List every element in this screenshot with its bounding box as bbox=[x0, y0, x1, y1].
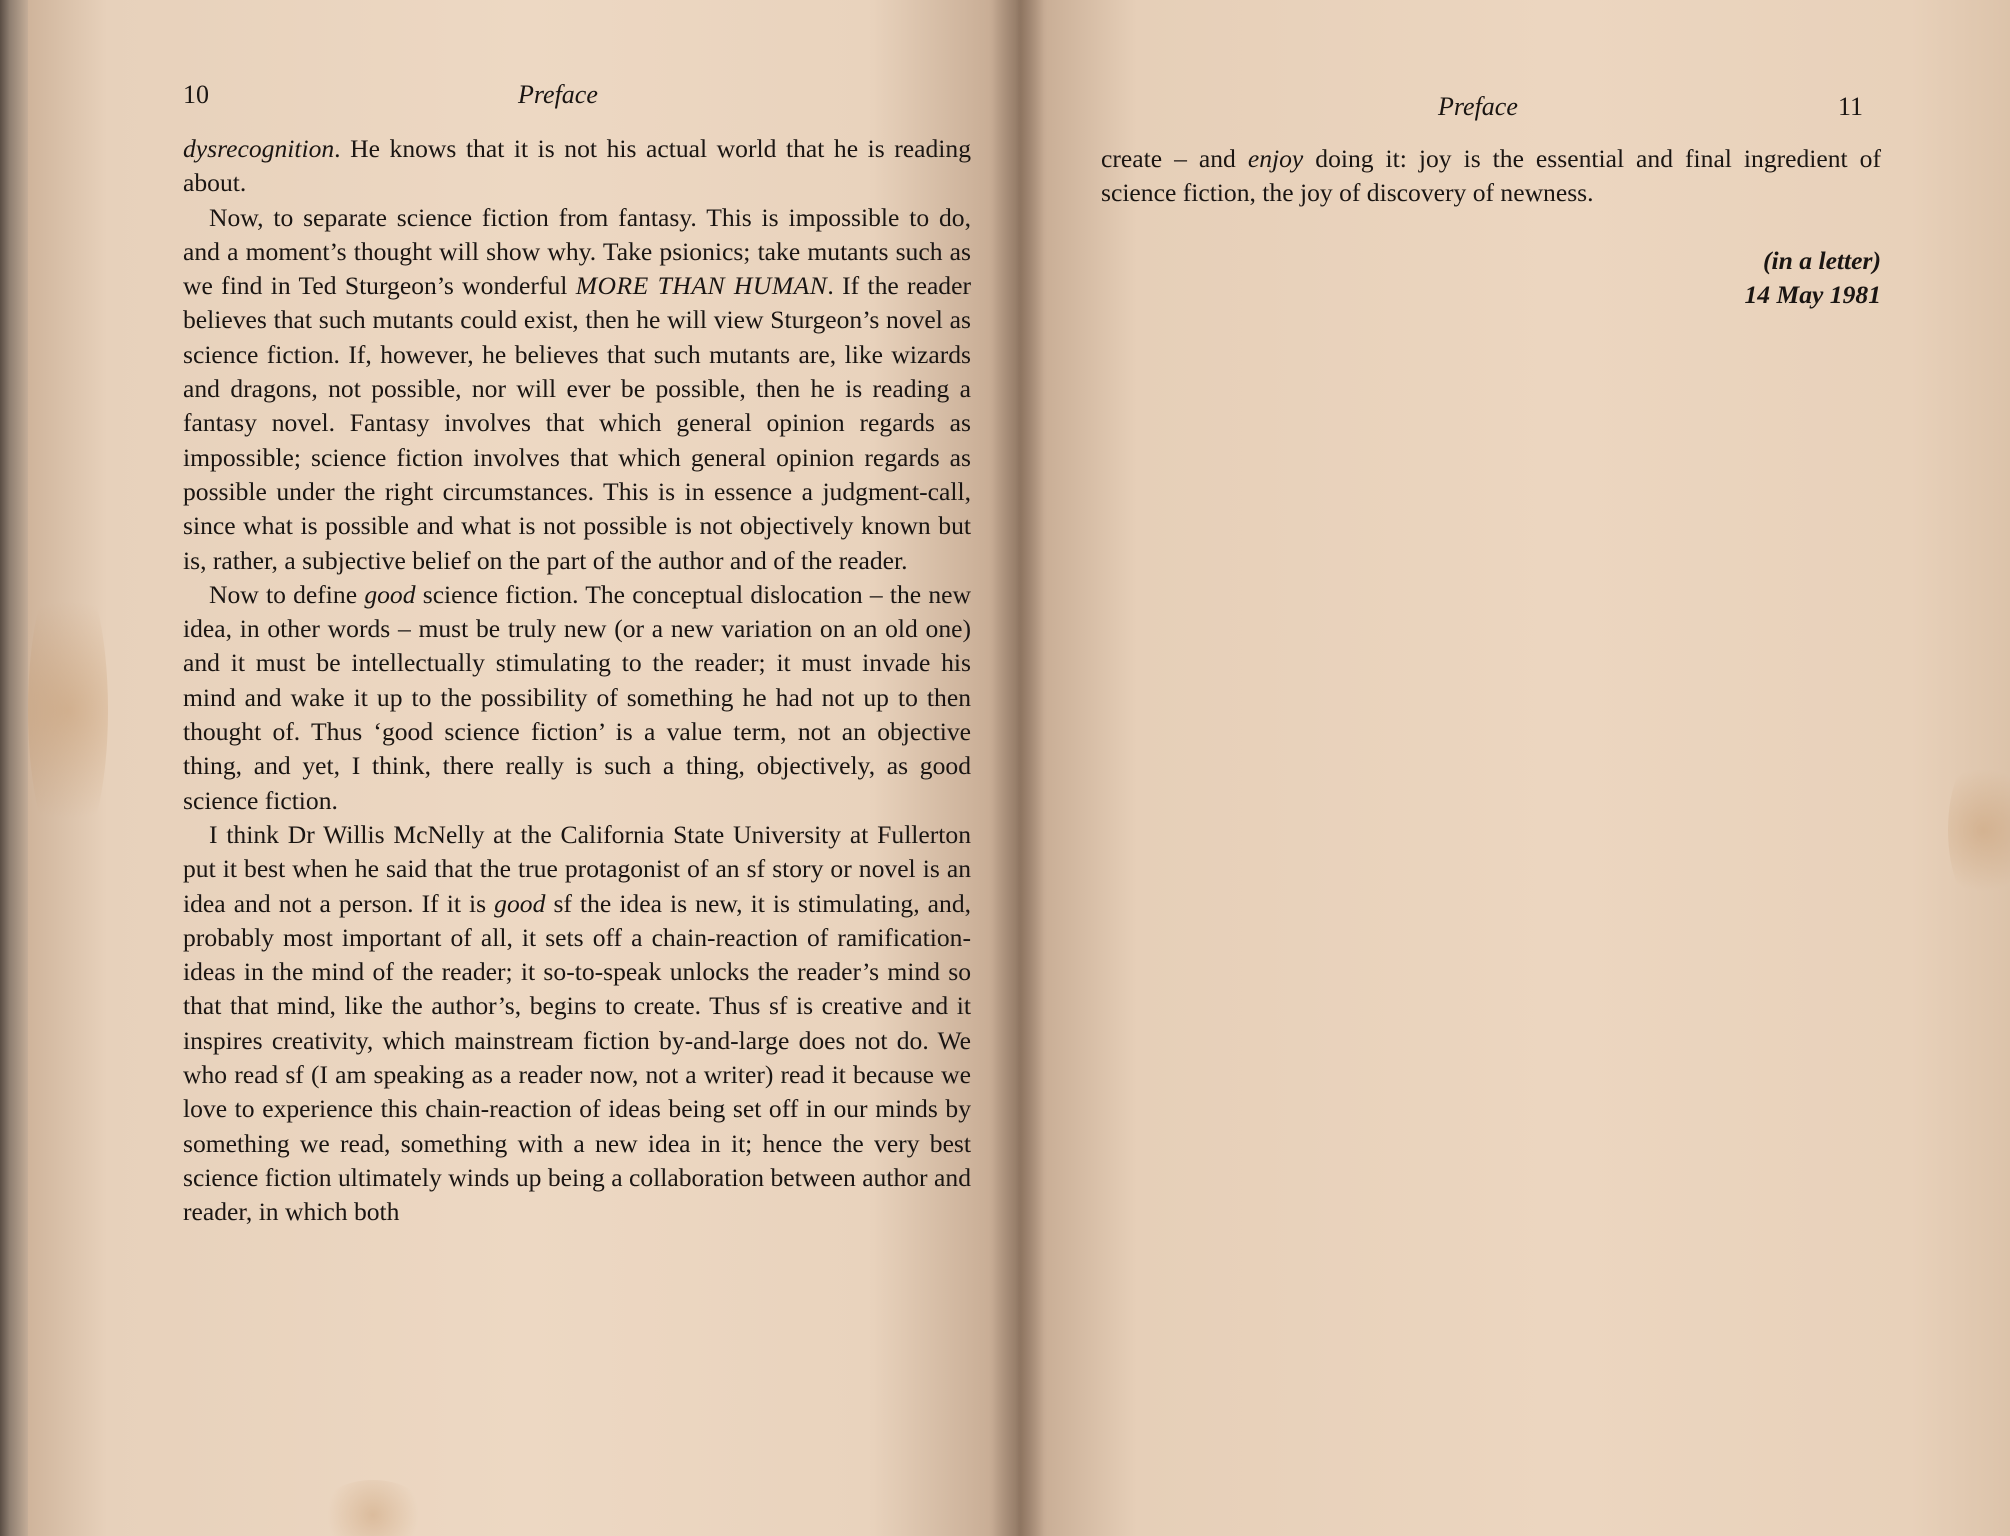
signature-block bbox=[1518, 244, 1881, 312]
left-page bbox=[28, 0, 1018, 1536]
right-body-text bbox=[1101, 142, 1881, 211]
book-gutter bbox=[992, 0, 1044, 1536]
signature-date: 14 May 1981 bbox=[1744, 280, 1881, 309]
page-stain bbox=[1948, 750, 2010, 910]
page-number: 10 bbox=[183, 80, 209, 109]
page-stain bbox=[318, 1480, 428, 1536]
left-body-text bbox=[183, 132, 971, 1230]
signature-source: (in a letter) bbox=[1763, 246, 1881, 275]
book-edge bbox=[0, 0, 28, 1536]
paragraph: Now, to separate science fiction from fantasy. This is impossible to do, and a moment’s thought will show why. Take psionics; take mutants such as we find in Ted Sturgeon’s wonderful MORE THAN HUMAN. If the reader believes that such mutants could exist, then he will view Sturgeon’s novel as science fiction. If, however, he believes that such mutants are, like wizards and dragons, not possible, nor will ever be possible, then he is reading a fantasy novel. Fantasy involves that which general opinion regards as impossible; science fiction involves that which general opinion regards as possible under the right circumstances. This is in essence a judgment-call, since what is possible and what is not possible is not objectively known but is, rather, a subjective belief on the part of the author and of the reader. bbox=[183, 202, 971, 575]
running-head: Preface bbox=[1438, 92, 1518, 121]
paragraph: dysrecognition. He knows that it is not his actual world that he is reading about. bbox=[183, 134, 971, 198]
book-title: MORE THAN HUMAN bbox=[575, 271, 828, 301]
emphasis: good bbox=[494, 888, 546, 918]
paragraph: I think Dr Willis McNelly at the California State University at Fullerton put it best when he said that the true protagonist of an sf story or novel is an idea and not a person. If it is good sf the idea is new, it is stimulating, and, probably most important of all, it sets off a chain-reaction of ramification-ideas in the mind of the reader; it so-to-speak unlocks the reader’s mind so that that mind, like the author’s, begins to create. Thus sf is creative and it inspires creativity, which mainstream fiction by-and-large does not do. We who read sf (I am speaking as a reader now, not a writer) read it because we love to experience this chain-reaction of ideas being set off in our minds by something we read, something with a new idea in it; hence the very best science fiction ultimately winds up being a collaboration between author and reader, in which both bbox=[183, 819, 972, 1227]
page-number: 11 bbox=[1838, 92, 1864, 121]
italic-term: dysrecognition bbox=[183, 134, 335, 163]
paragraph: create – and enjoy doing it: joy is the essential and final ingredient of science fiction, the joy of discovery of newness. bbox=[1101, 144, 1881, 208]
emphasis: enjoy bbox=[1247, 144, 1304, 173]
emphasis: good bbox=[364, 579, 416, 609]
right-page bbox=[1018, 0, 2010, 1536]
running-head: Preface bbox=[518, 80, 598, 109]
page-stain bbox=[28, 560, 108, 860]
paragraph: Now to define good science fiction. The conceptual dislocation – the new idea, in other words – must be truly new (or a new variation on an old one) and it must be intellectually stimulating to the reader; it must invade his mind and wake it up to the possibility of something he had not up to then thought of. Thus ‘good science fiction’ is a value term, not an objective thing, and yet, I think, there really is such a thing, objectively, as good science fiction. bbox=[183, 579, 972, 815]
